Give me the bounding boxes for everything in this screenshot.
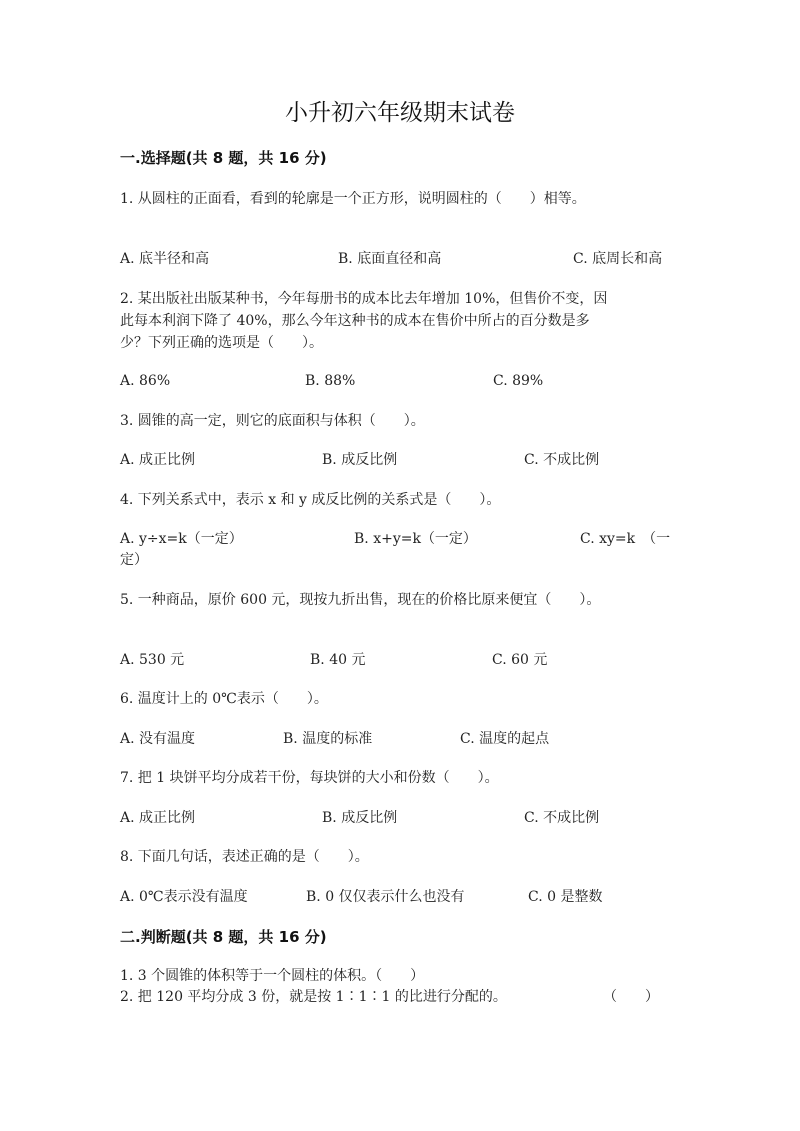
- option-a: A. 成正比例: [120, 810, 196, 826]
- question-2-line-2: 此每本利润下降了 40%，那么今年这种书的成本在售价中所占的百分数是多: [120, 313, 590, 329]
- option-b: B. 0 仅仅表示什么也没有: [306, 889, 465, 905]
- option-c: C. xy=k （一: [580, 531, 671, 547]
- question-8: 8. 下面几句话，表述正确的是（ ）。: [120, 849, 369, 865]
- option-c: C. 60 元: [492, 652, 548, 668]
- question-7: 7. 把 1 块饼平均分成若干份，每块饼的大小和份数（ ）。: [120, 770, 499, 786]
- judgment-question-1: 1. 3 个圆锥的体积等于一个圆柱的体积。（ ）: [120, 968, 425, 984]
- option-c: C. 不成比例: [524, 452, 600, 468]
- option-a: A. 0℃表示没有温度: [120, 889, 248, 905]
- option-c: C. 89%: [493, 373, 544, 389]
- option-a: A. 86%: [120, 373, 171, 389]
- question-6: 6. 温度计上的 0℃表示（ ）。: [120, 691, 328, 707]
- option-a: A. 没有温度: [120, 731, 196, 747]
- question-3: 3. 圆锥的高一定，则它的底面积与体积（ ）。: [120, 413, 425, 429]
- option-b: B. 88%: [305, 373, 356, 389]
- option-a: A. 成正比例: [120, 452, 196, 468]
- option-b: B. x+y=k（一定）: [354, 531, 477, 547]
- option-c: C. 温度的起点: [460, 731, 550, 747]
- option-b: B. 成反比例: [322, 452, 398, 468]
- option-b: B. 底面直径和高: [338, 251, 442, 267]
- question-5: 5. 一种商品，原价 600 元，现按九折出售，现在的价格比原来便宜（ ）。: [120, 592, 601, 608]
- question-2-line-3: 少？下列正确的选项是（ ）。: [120, 335, 323, 351]
- option-c: C. 底周长和高: [573, 251, 663, 267]
- section-heading-choice: 一.选择题(共 8 题，共 16 分): [120, 149, 327, 167]
- option-c: C. 0 是整数: [528, 889, 603, 905]
- question-2-line-1: 2. 某出版社出版某种书，今年每册书的成本比去年增加 10%，但售价不变，因: [120, 291, 608, 307]
- section-heading-judgment: 二.判断题(共 8 题，共 16 分): [120, 928, 327, 946]
- option-c-continued: 定）: [120, 552, 148, 568]
- option-b: B. 温度的标准: [283, 731, 373, 747]
- option-a: A. 530 元: [120, 652, 185, 668]
- question-4: 4. 下列关系式中，表示 x 和 y 成反比例的关系式是（ ）。: [120, 492, 501, 508]
- answer-blank: （ ）: [603, 989, 659, 1005]
- page-title: 小升初六年级期末试卷: [285, 100, 515, 126]
- option-c: C. 不成比例: [524, 810, 600, 826]
- option-b: B. 40 元: [310, 652, 366, 668]
- option-a: A. 底半径和高: [120, 251, 210, 267]
- judgment-question-2: 2. 把 120 平均分成 3 份，就是按 1∶1∶1 的比进行分配的。: [120, 989, 507, 1005]
- option-a: A. y÷x=k（一定）: [120, 531, 243, 547]
- option-b: B. 成反比例: [322, 810, 398, 826]
- question-1: 1. 从圆柱的正面看，看到的轮廓是一个正方形，说明圆柱的（ ）相等。: [120, 191, 586, 207]
